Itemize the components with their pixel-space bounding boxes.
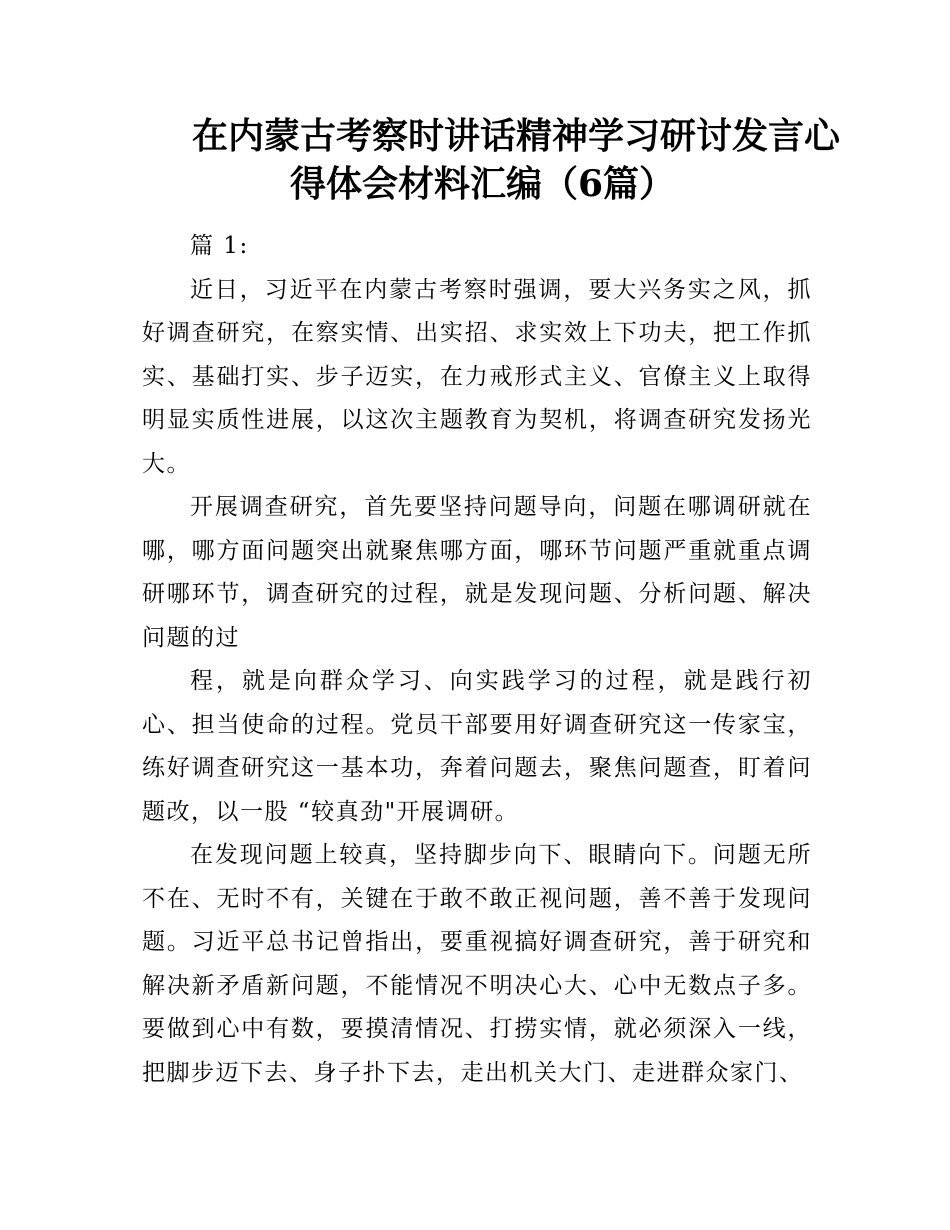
document-title bbox=[140, 112, 841, 208]
paragraph-1: 近日，习近平在内蒙古考察时强调，要大兴务实之风，抓好调查研究，在察实情、出实招、求实效上下功夫，把工作抓实、基础打实、步子迈实，在力戒形式主义、官僚主义上取得明显实质性进展，以这次主题教育为契机，将调查研究发扬光大。 bbox=[142, 276, 812, 477]
paragraph-3: 程，就是向群众学习、向实践学习的过程，就是践行初心、担当使命的过程。党员干部要用好调查研究这一传家宝，练好调查研究这一基本功，奔着问题去，聚焦问题查，盯着问题改，以一股 “较真劲"开展调研。 bbox=[142, 668, 812, 825]
section-label: 篇 1: bbox=[190, 233, 249, 259]
title-line-1: 在内蒙古考察时讲话精神学习研讨发言心 bbox=[192, 115, 841, 157]
paragraph-2: 开展调查研究，首先要坚持问题导向，问题在哪调研就在哪，哪方面问题突出就聚焦哪方面，哪环节问题严重就重点调研哪环节，调查研究的过程，就是发现问题、分析问题、解决问题的过 bbox=[142, 494, 812, 651]
document-body bbox=[142, 225, 812, 1095]
title-line-2: 得体会材料汇编（6篇） bbox=[290, 163, 676, 205]
paragraph-4: 在发现问题上较真，坚持脚步向下、眼睛向下。问题无所不在、无时不有，关键在于敢不敢正视问题，善不善于发现问题。习近平总书记曾指出，要重视搞好调查研究，善于研究和解决新矛盾新问题，不能情况不明决心大、心中无数点子多。要做到心中有数，要摸清情况、打捞实情，就必须深入一线，把脚步迈下去、身子扑下去，走出机关大门、走进群众家门、 bbox=[142, 842, 812, 1086]
